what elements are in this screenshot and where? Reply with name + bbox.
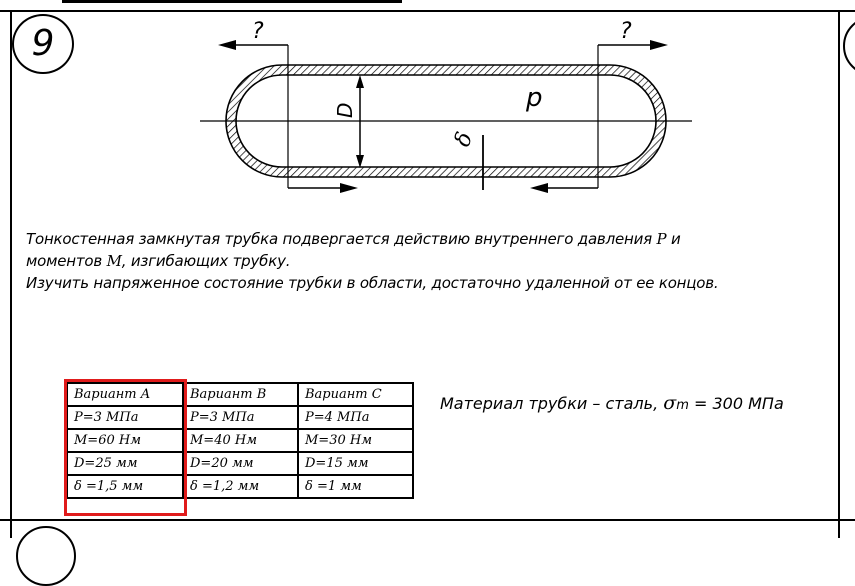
label-p: p: [526, 83, 543, 113]
table-cell: M=30 Нм: [298, 429, 413, 452]
symbol-M: M: [106, 252, 122, 270]
problem-description: [26, 228, 846, 294]
description-line-1: [26, 228, 846, 250]
card-number: 9: [12, 14, 74, 74]
table-row: [67, 406, 413, 429]
table-cell: M=40 Нм: [183, 429, 298, 452]
table-row: [67, 475, 413, 498]
arrow-label-left: ?: [252, 19, 264, 44]
table-cell: D=25 мм: [67, 452, 183, 475]
description-text-1-end: и: [666, 230, 681, 248]
table-cell: δ =1 мм: [298, 475, 413, 498]
arrow-bottom-left: [340, 183, 358, 193]
description-line-2: [26, 250, 846, 272]
arrow-label-right: ?: [620, 19, 632, 44]
tube-diagram: [0, 0, 855, 240]
table-row: [67, 429, 413, 452]
arrow-right-top: [650, 40, 668, 50]
table-row: [67, 452, 413, 475]
table-cell: P=3 МПа: [183, 406, 298, 429]
table-cell: δ =1,2 мм: [183, 475, 298, 498]
table-cell: P=4 МПа: [298, 406, 413, 429]
table-cell: M=60 Нм: [67, 429, 183, 452]
table-cell: P=3 МПа: [67, 406, 183, 429]
sigma-symbol: σ: [663, 392, 677, 414]
table-cell: D=15 мм: [298, 452, 413, 475]
frame-bottom-line: [0, 519, 855, 521]
header-variant-a: Вариант A: [67, 383, 183, 406]
description-text-2-end: , изгибающих трубку.: [121, 252, 291, 270]
variants-table: [66, 382, 414, 499]
header-variant-b: Вариант B: [183, 383, 298, 406]
label-D: D: [333, 102, 357, 118]
symbol-P: P: [656, 230, 667, 248]
table-cell: δ =1,5 мм: [67, 475, 183, 498]
description-text-1: Тонкостенная замкнутая трубка подвергается действию внутреннего давления: [26, 230, 657, 248]
arrow-left-top: [218, 40, 236, 50]
next-card-circle-bottom: [16, 526, 76, 586]
sigma-subscript: m: [676, 398, 689, 413]
material-note: [440, 392, 784, 414]
table-header-row: [67, 383, 413, 406]
table-cell: D=20 мм: [183, 452, 298, 475]
material-text: Материал трубки – сталь,: [440, 394, 664, 413]
description-text-2: моментов: [26, 252, 107, 270]
label-delta: δ: [450, 129, 479, 151]
material-value: = 300 МПа: [688, 394, 784, 413]
description-line-3: Изучить напряженное состояние трубки в области, достаточно удаленной от ее концов.: [26, 274, 719, 292]
arrow-bottom-right: [530, 183, 548, 193]
header-variant-c: Вариант C: [298, 383, 413, 406]
